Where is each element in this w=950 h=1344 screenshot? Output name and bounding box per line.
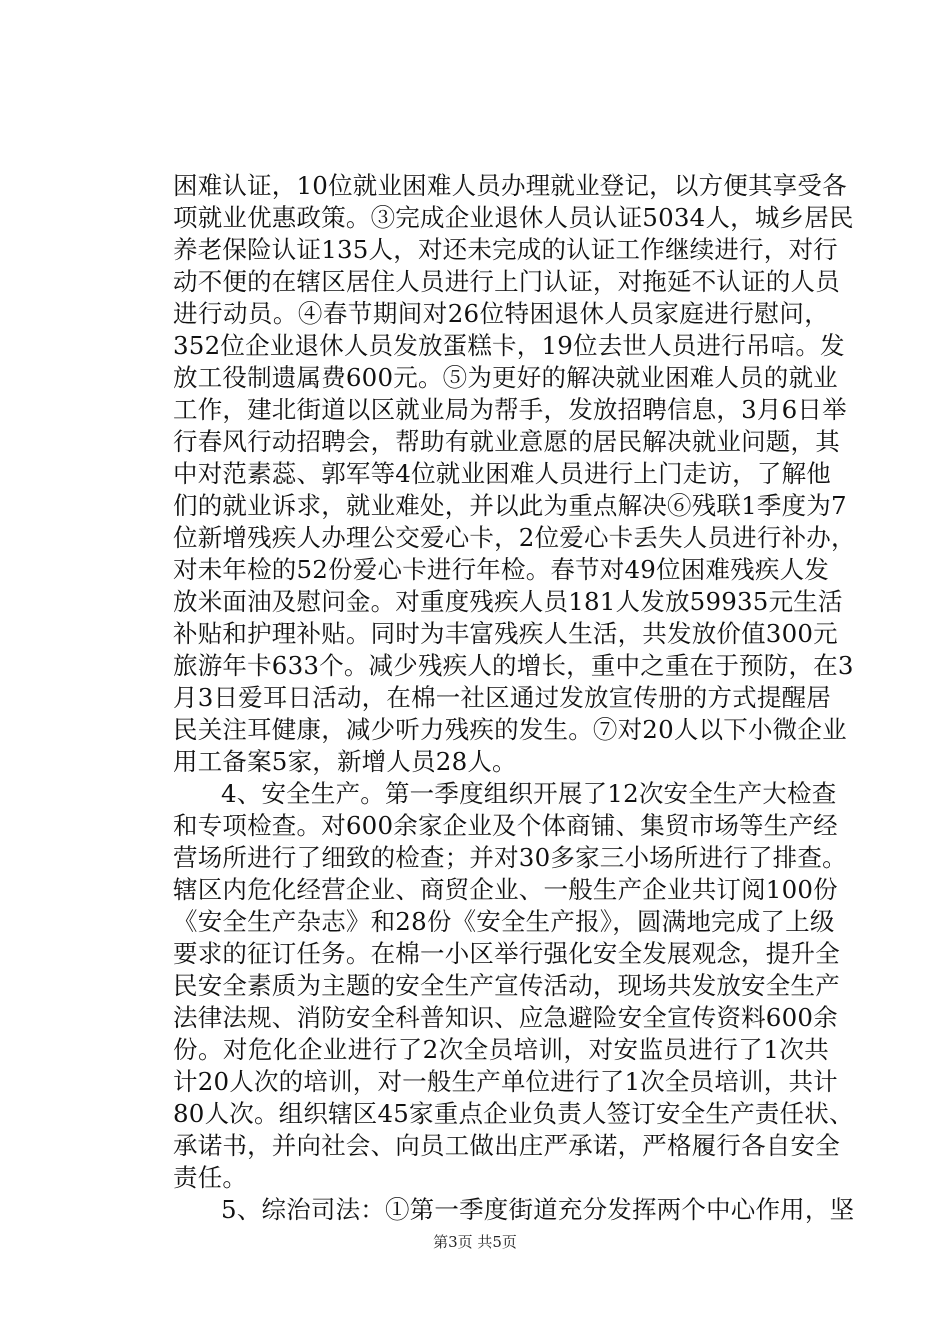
paragraph-end-line: 责任。 xyxy=(173,1163,248,1192)
section-heading-line: 4、安全生产。第一季度组织开展了12次安全生产大检查 xyxy=(221,779,837,808)
text-line: 民关注耳健康，减少听力残疾的发生。⑦对20人以下小微企业 xyxy=(173,715,847,744)
text-line: 放米面油及慰问金。对重度残疾人员181人发放59935元生活 xyxy=(173,587,843,616)
text-line: 法律法规、消防安全科普知识、应急避险安全宣传资料600余 xyxy=(173,1003,838,1032)
text-line: 困难认证，10位就业困难人员办理就业登记，以方便其享受各 xyxy=(173,171,847,200)
text-line: 营场所进行了细致的检查；并对30多家三小场所进行了排查。 xyxy=(173,843,847,872)
document-body xyxy=(173,170,856,1226)
text-line: 民安全素质为主题的安全生产宣传活动，现场共发放安全生产 xyxy=(173,971,840,1000)
text-line: 养老保险认证135人，对还未完成的认证工作继续进行，对行 xyxy=(173,235,838,264)
text-line: 补贴和护理补贴。同时为丰富残疾人生活，共发放价值300元 xyxy=(173,619,838,648)
text-line: 要求的征订任务。在棉一小区举行强化安全发展观念，提升全 xyxy=(173,939,840,968)
text-line: 项就业优惠政策。③完成企业退休人员认证5034人，城乡居民 xyxy=(173,203,854,232)
text-line: 月3日爱耳日活动，在棉一社区通过发放宣传册的方式提醒居 xyxy=(173,683,831,712)
text-line: 动不便的在辖区居住人员进行上门认证，对拖延不认证的人员 xyxy=(173,267,840,296)
text-line: 放工役制遗属费600元。⑤为更好的解决就业困难人员的就业 xyxy=(173,363,838,392)
text-line: 352位企业退休人员发放蛋糕卡，19位去世人员进行吊唁。发 xyxy=(173,331,845,360)
text-line: 位新增残疾人办理公交爱心卡，2位爱心卡丢失人员进行补办， xyxy=(173,523,856,552)
text-line: 旅游年卡633个。减少残疾人的增长，重中之重在于预防，在3 xyxy=(173,651,854,680)
text-line: 《安全生产杂志》和28份《安全生产报》，圆满地完成了上级 xyxy=(173,907,835,936)
section-heading-line: 5、综治司法：①第一季度街道充分发挥两个中心作用，坚 xyxy=(221,1195,855,1224)
text-line: 中对范素蕊、郭军等4位就业困难人员进行上门走访，了解他 xyxy=(173,459,831,488)
text-line: 工作，建北街道以区就业局为帮手，发放招聘信息，3月6日举 xyxy=(173,395,847,424)
text-line: 行春风行动招聘会，帮助有就业意愿的居民解决就业问题，其 xyxy=(173,427,840,456)
page-footer: 第3页 共5页 xyxy=(433,1233,517,1251)
text-line: 和专项检查。对600余家企业及个体商铺、集贸市场等生产经 xyxy=(173,811,838,840)
text-line: 计20人次的培训，对一般生产单位进行了1次全员培训，共计 xyxy=(173,1067,838,1096)
paragraph-end-line: 用工备案5家，新增人员28人。 xyxy=(173,747,517,776)
text-line: 进行动员。④春节期间对26位特困退休人员家庭进行慰问， xyxy=(173,299,829,328)
text-line: 辖区内危化经营企业、商贸企业、一般生产企业共订阅100份 xyxy=(173,875,838,904)
text-line: 承诺书，并向社会、向员工做出庄严承诺，严格履行各自安全 xyxy=(173,1131,840,1160)
text-line: 对未年检的52份爱心卡进行年检。春节对49位困难残疾人发 xyxy=(173,555,829,584)
text-line: 份。对危化企业进行了2次全员培训，对安监员进行了1次共 xyxy=(173,1035,829,1064)
text-line: 80人次。组织辖区45家重点企业负责人签订安全生产责任状、 xyxy=(173,1099,854,1128)
text-line: 们的就业诉求，就业难处，并以此为重点解决⑥残联1季度为7 xyxy=(173,491,847,520)
